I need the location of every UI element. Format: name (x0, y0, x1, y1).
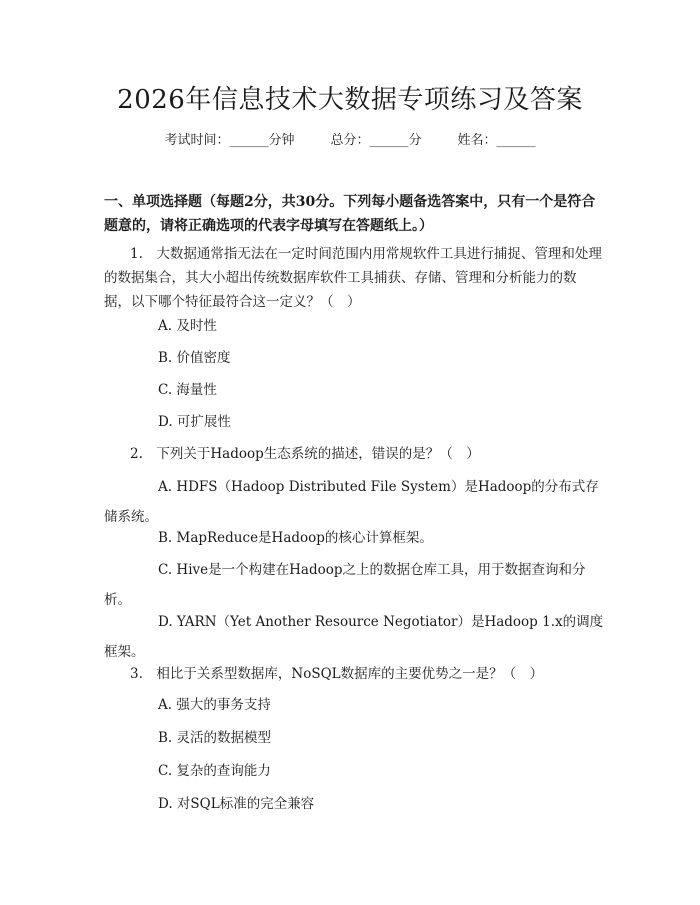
question-2-stem: 2. 下列关于Hadoop生态系统的描述，错误的是？（ ） (130, 446, 480, 462)
question-2-option-a: A. HDFS（Hadoop Distributed File System）是Hadoop的分布式存储系统。 (104, 479, 599, 525)
question-2-option-b: B. MapReduce是Hadoop的核心计算框架。 (158, 530, 433, 546)
question-1-option-a: A. 及时性 (158, 318, 217, 334)
student-name-field: 姓名：______ (457, 133, 536, 148)
question-3-stem: 3. 相比于关系型数据库，NoSQL数据库的主要优势之一是？（ ） (130, 666, 544, 682)
question-2-option-c: C. Hive是一个构建在Hadoop之上的数据仓库工具，用于数据查询和分析。 (104, 562, 586, 608)
total-score-field: 总分：______分 (330, 133, 422, 148)
question-1-option-c: C. 海量性 (158, 382, 217, 398)
question-1-option-d: D. 可扩展性 (158, 414, 231, 430)
question-1-option-b: B. 价值密度 (158, 350, 231, 366)
question-3-option-c: C. 复杂的查询能力 (158, 763, 271, 779)
question-1-stem: 1. 大数据通常指无法在一定时间范围内用常规软件工具进行捕捉、管理和处理的数据集合，其大小超出传统数据库软件工具捕获、存储、管理和分析能力的数据，以下哪个特征最符合这一定义？（ ） (104, 246, 602, 310)
exam-time-field: 考试时间：______分钟 (164, 133, 295, 148)
exam-meta-row (0, 132, 700, 150)
section-heading: 一、单项选择题（每题2分，共30分。下列每小题备选答案中，只有一个是符合题意的，请将正确选项的代表字母填写在答题纸上。） (104, 194, 596, 234)
question-3-option-b: B. 灵活的数据模型 (158, 730, 272, 746)
question-3-option-a: A. 强大的事务支持 (158, 697, 271, 713)
question-3-option-d: D. 对SQL标准的完全兼容 (158, 796, 315, 812)
question-2-option-d: D. YARN（Yet Another Resource Negotiator）是Hadoop 1.x的调度框架。 (104, 614, 604, 660)
page-title: 2026年信息技术大数据专项练习及答案 (117, 85, 583, 115)
